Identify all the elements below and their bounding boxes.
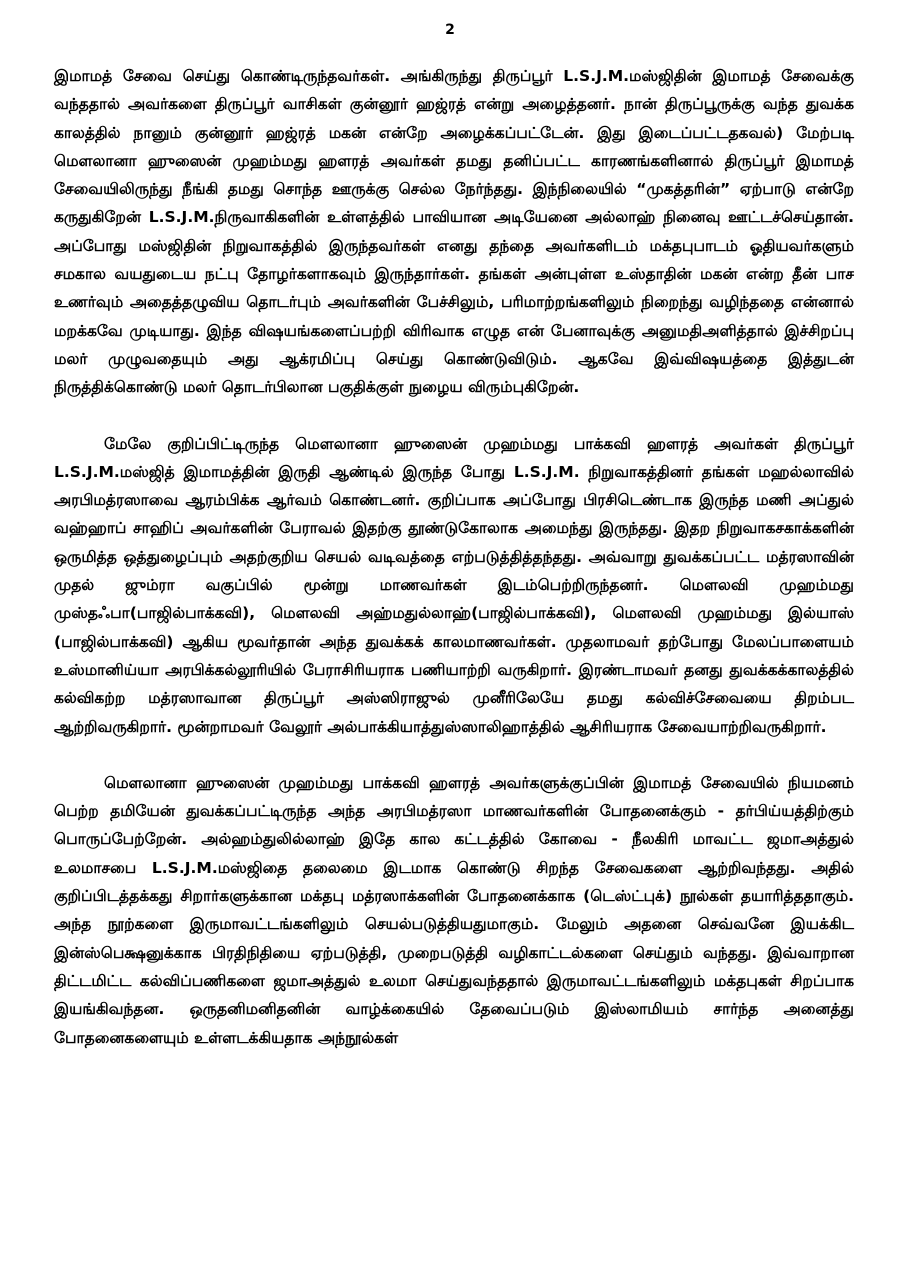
paragraph-madrasa-founding: மேலே குறிப்பிட்டிருந்த மௌலானா ஹுஸைன் முஹம்மது பாக்கவி ஹளரத் அவர்கள் திருப்பூர் L.S.J.M.மஸ்ஜித் இமாமத்தின் இருதி ஆண்டில் இருந்த போது L.S.J.M. நிறுவாகத்தினர் தங்கள் மஹல்லாவில் அரபிமத்ரஸாவை ஆரம்பிக்க ஆர்வம் கொண்டனர். குறிப்பாக அப்போது பிரசிடெண்டாக இருந்த மணி அப்துல் வஹ்ஹாப் சாஹிப் அவர்களின் பேராவல் இதற்கு தூண்டுகோலாக அமைந்து இருந்தது. இதற நிறுவாகசகாக்களின் ஒருமித்த ஒத்துழைப்பும் அதற்குறிய செயல் வடிவத்தை எற்படுத்தித்தந்தது. அவ்வாறு துவக்கப்பட்ட மத்ரஸாவின் முதல் ஜும்ரா வகுப்பில் மூன்று மாணவர்கள் இடம்பெற்றிருந்தனர். மௌலவி முஹம்மது முஸ்தஃபா(பாஜில்பாக்கவி), மௌலவி அஹ்மதுல்லாஹ்(பாஜில்பாக்கவி), மௌலவி முஹம்மது இல்யாஸ் (பாஜில்பாக்கவி) ஆகிய மூவர்தான் அந்த துவக்கக் காலமாணவர்கள். முதலாமவர் தற்போது மேலப்பாளையம் உஸ்மானிய்யா அரபிக்கல்லூரியில் பேராசிரியராக பணியாற்றி வருகிறார். இரண்டாமவர் தனது துவக்கக்காலத்தில் கல்விகற்ற மத்ரஸாவான திருப்பூர் அஸ்ஸிராஜுல் முனீரிலேயே தமது கல்விச்சேவையை திறம்பட ஆற்றிவருகிறார். மூன்றாமவர் வேலூர் அல்பாக்கியாத்துஸ்ஸாலிஹாத்தில் ஆசிரியராக சேவையாற்றிவருகிறார். [54, 434, 854, 736]
page-number: 2 [445, 22, 455, 38]
paragraph-imamat-service: மௌலானா ஹுஸைன் முஹம்மது பாக்கவி ஹளரத் அவர்களுக்குப்பின் இமாமத் சேவையில் நியமனம் பெற்ற தமியேன் துவக்கப்பட்டிருந்த அந்த அரபிமத்ரஸா மாணவர்களின் போதனைக்கும் - தர்பிய்யத்திற்கும் பொருப்பேற்றேன். அல்ஹம்துலில்லாஹ் இதே கால கட்டத்தில் கோவை - நீலகிரி மாவட்ட ஜமாஅத்துல் உலமாசபை L.S.J.M.மஸ்ஜிதை தலைமை இடமாக கொண்டு சிறந்த சேவைகளை ஆற்றிவந்தது. அதில் குறிப்பிடத்தக்கது சிறார்களுக்கான மக்தபு மத்ரஸாக்களின் போதனைக்காக (டெஸ்ட்புக்) நூல்கள் தயாரித்ததாகும். அந்த நூற்களை இருமாவட்டங்களிலும் செயல்படுத்தியதுமாகும். மேலும் அதனை செவ்வனே இயக்கிட இன்ஸ்பெக்ஷனுக்காக பிரதிநிதியை ஏற்படுத்தி, முறைபடுத்தி வழிகாட்டல்களை செய்தும் வந்தது. இவ்வாறான திட்டமிட்ட கல்விப்பணிகளை ஜமாஅத்துல் உலமா செய்துவந்ததால் இருமாவட்டங்களிலும் மக்தபுகள் சிறப்பாக இயங்கிவந்தன. ஒருதனிமனிதனின் வாழ்க்கையில் தேவைப்படும் இஸ்லாமியம் சார்ந்த அனைத்து போதனைகளையும் உள்ளடக்கியதாக அந்நூல்கள் [54, 773, 854, 1047]
paragraph-continuation: இமாமத் சேவை செய்து கொண்டிருந்தவர்கள். அங்கிருந்து திருப்பூர் L.S.J.M.மஸ்ஜிதின் இமாமத் சேவைக்கு வந்ததால் அவர்களை திருப்பூர் வாசிகள் குன்னூர் ஹஜ்ரத் என்று அழைத்தனர். நான் திருப்பூருக்கு வந்த துவக்க காலத்தில் நானும் குன்னூர் ஹஜ்ரத் மகன் என்றே அழைக்கப்பட்டேன். இது இடைப்பட்டதகவல்) மேற்படி மௌலானா ஹுஸைன் முஹம்மது ஹளரத் அவர்கள் தமது தனிப்பட்ட காரணங்களினால் திருப்பூர் இமாமத் சேவையிலிருந்து நீங்கி தமது சொந்த ஊருக்கு செல்ல நேர்ந்தது. இந்நிலையில் “முகத்தரின்” ஏற்பாடு என்றே கருதுகிறேன் L.S.J.M.நிருவாகிகளின் உள்ளத்தில் பாவியான அடியேனை அல்லாஹ் நினைவு ஊட்டச்செய்தான். அப்போது மஸ்ஜிதின் நிறுவாகத்தில் இருந்தவர்கள் எனது தந்தை அவர்களிடம் மக்தபுபாடம் ஓதியவர்களும் சமகால வயதுடைய நட்பு தோழர்களாகவும் இருந்தார்கள். தங்கள் அன்புள்ள உஸ்தாதின் மகன் என்ற தீன் பாச உணர்வும் அதைத்தழுவிய தொடர்பும் அவர்களின் பேச்சிலும், பரிமாற்றங்களிலும் நிறைந்து வழிந்ததை என்னால் மறக்கவே முடியாது. இந்த விஷயங்களைப்பற்றி விரிவாக எழுத என் பேனாவுக்கு அனுமதிஅளித்தால் இச்சிறப்பு மலர் முழுவதையும் அது ஆக்ரமிப்பு செய்து கொண்டுவிடும். ஆகவே இவ்விஷயத்தை இத்துடன் நிருத்திக்கொண்டு மலர் தொடர்பிலான பகுதிக்குள் நுழைய விரும்புகிறேன். [54, 67, 854, 397]
document-body [54, 62, 854, 1052]
